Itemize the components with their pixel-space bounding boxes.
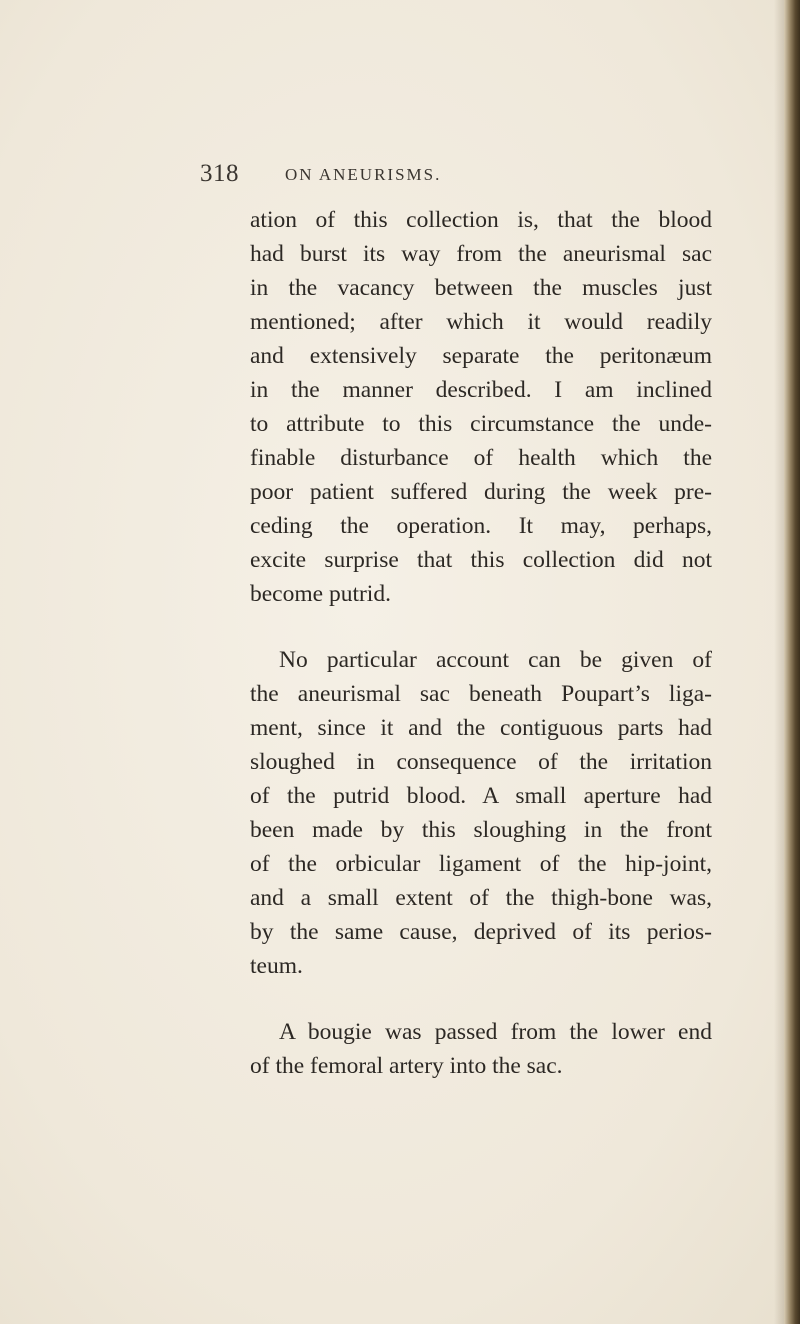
text-line: mentioned; after which it would readily: [250, 309, 712, 335]
text-line: A bougie was passed from the lower end: [279, 1019, 712, 1045]
text-line: ceding the operation. It may, perhaps,: [250, 513, 712, 539]
text-line: No particular account can be given of: [279, 647, 712, 673]
text-line: and a small extent of the thigh-bone was,: [250, 885, 712, 911]
page-gutter-shadow: [774, 0, 784, 1324]
text-line: of the putrid blood. A small aperture had: [250, 783, 712, 809]
page-header: [200, 160, 720, 190]
text-line: had burst its way from the aneurismal sac: [250, 241, 712, 267]
text-line: by the same cause, deprived of its perios-: [250, 919, 712, 945]
text-line: become putrid.: [250, 581, 391, 607]
text-line: poor patient suffered during the week pre-: [250, 479, 712, 505]
text-line: excite surprise that this collection did not: [250, 547, 712, 573]
text-line: sloughed in consequence of the irritation: [250, 749, 712, 775]
page-number: 318: [200, 160, 239, 187]
text-line: and extensively separate the peritonæum: [250, 343, 712, 369]
text-line: finable disturbance of health which the: [250, 445, 712, 471]
text-line: of the orbicular ligament of the hip-joint,: [250, 851, 712, 877]
text-line: in the manner described. I am inclined: [250, 377, 712, 403]
text-line: in the vacancy between the muscles just: [250, 275, 712, 301]
body-text: [250, 203, 712, 1083]
text-line: teum.: [250, 953, 303, 979]
text-line: the aneurismal sac beneath Poupart’s liga-: [250, 681, 712, 707]
paragraph-gap: [250, 983, 712, 1015]
text-line: been made by this sloughing in the front: [250, 817, 712, 843]
text-line: of the femoral artery into the sac.: [250, 1053, 563, 1079]
text-line: to attribute to this circumstance the unde-: [250, 411, 712, 437]
text-line: ation of this collection is, that the blood: [250, 207, 712, 233]
paragraph-gap: [250, 611, 712, 643]
text-line: ment, since it and the contiguous parts had: [250, 715, 712, 741]
running-head: ON ANEURISMS.: [285, 165, 442, 184]
page-edge: [784, 0, 800, 1324]
